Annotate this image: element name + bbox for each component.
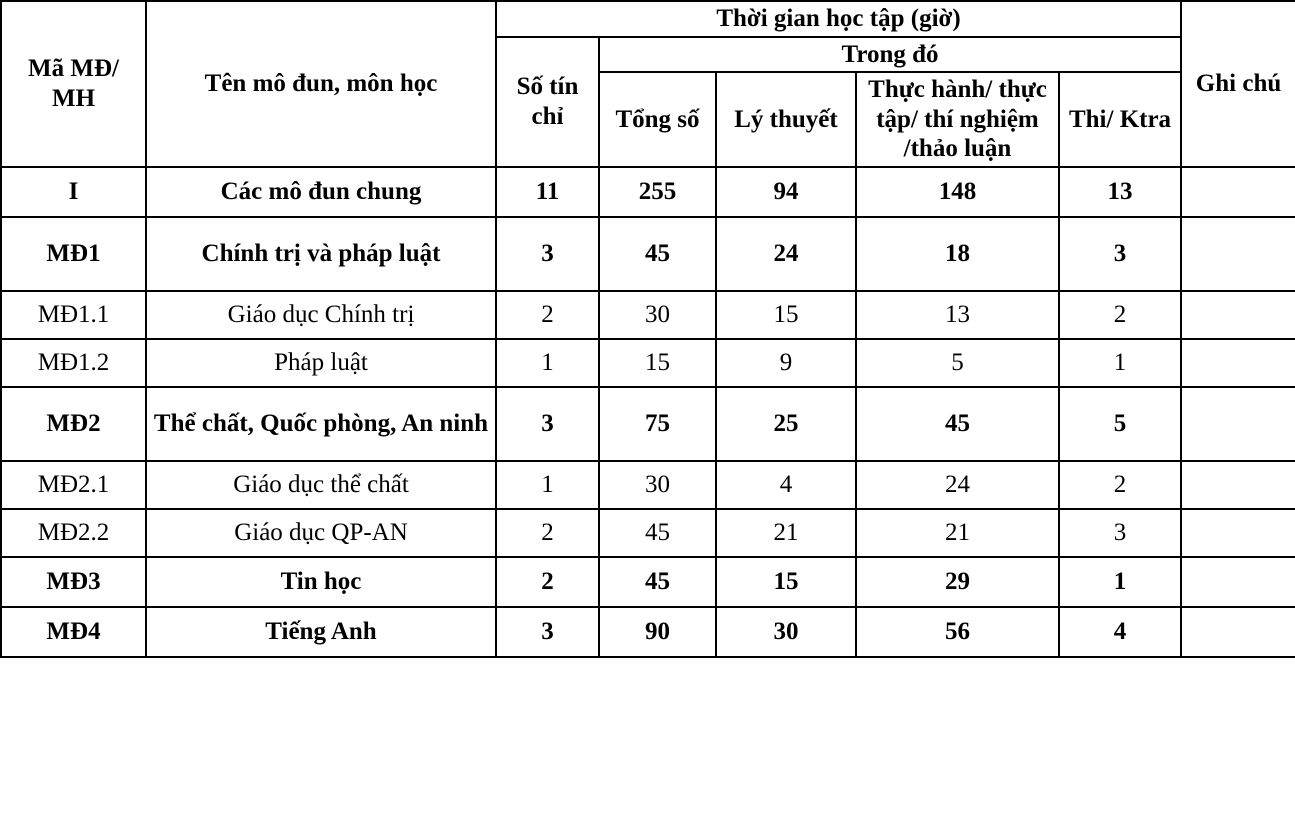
row-name: Giáo dục QP-AN [146,509,496,557]
row-total: 90 [599,607,716,657]
table-header [1,1,1295,167]
row-total: 45 [599,217,716,291]
row-name: Pháp luật [146,339,496,387]
row-name: Các mô đun chung [146,167,496,217]
row-total: 75 [599,387,716,461]
row-name: Thể chất, Quốc phòng, An ninh [146,387,496,461]
row-practice: 13 [856,291,1059,339]
row-code: MĐ4 [1,607,146,657]
row-total: 45 [599,509,716,557]
table-row [1,291,1295,339]
row-exam: 3 [1059,509,1181,557]
row-code: MĐ1 [1,217,146,291]
row-practice: 45 [856,387,1059,461]
row-theory: 4 [716,461,856,509]
header-cell-note: Ghi chú [1181,1,1295,167]
row-theory: 94 [716,167,856,217]
table-row [1,387,1295,461]
row-note [1181,461,1295,509]
row-note [1181,291,1295,339]
row-practice: 148 [856,167,1059,217]
header-cell-practice: Thực hành/ thực tập/ thí nghiệm /thảo luận [856,72,1059,167]
row-name: Tiếng Anh [146,607,496,657]
row-practice: 29 [856,557,1059,607]
row-total: 45 [599,557,716,607]
row-code: MĐ1.1 [1,291,146,339]
row-theory: 24 [716,217,856,291]
row-note [1181,607,1295,657]
row-exam: 3 [1059,217,1181,291]
row-credits: 3 [496,387,599,461]
row-practice: 24 [856,461,1059,509]
row-note [1181,167,1295,217]
row-note [1181,509,1295,557]
header-cell-theory: Lý thuyết [716,72,856,167]
row-total: 15 [599,339,716,387]
row-credits: 2 [496,557,599,607]
row-note [1181,387,1295,461]
row-credits: 3 [496,217,599,291]
row-code: MĐ3 [1,557,146,607]
row-credits: 11 [496,167,599,217]
table-row [1,339,1295,387]
row-exam: 5 [1059,387,1181,461]
row-credits: 2 [496,509,599,557]
table-row [1,557,1295,607]
row-total: 255 [599,167,716,217]
row-theory: 21 [716,509,856,557]
table-body [1,167,1295,657]
row-code: MĐ2 [1,387,146,461]
row-theory: 9 [716,339,856,387]
row-practice: 18 [856,217,1059,291]
row-practice: 21 [856,509,1059,557]
table-row [1,167,1295,217]
row-theory: 15 [716,557,856,607]
row-name: Chính trị và pháp luật [146,217,496,291]
row-exam: 1 [1059,339,1181,387]
header-cell-name: Tên mô đun, môn học [146,1,496,167]
row-theory: 25 [716,387,856,461]
row-credits: 3 [496,607,599,657]
row-note [1181,557,1295,607]
table-row [1,461,1295,509]
row-theory: 15 [716,291,856,339]
row-exam: 2 [1059,291,1181,339]
row-credits: 2 [496,291,599,339]
table-row [1,509,1295,557]
row-code: MĐ2.1 [1,461,146,509]
row-note [1181,339,1295,387]
row-practice: 5 [856,339,1059,387]
row-total: 30 [599,461,716,509]
row-name: Giáo dục thể chất [146,461,496,509]
header-cell-credits: Số tín chỉ [496,37,599,167]
header-cell-exam: Thi/ Ktra [1059,72,1181,167]
table-row [1,217,1295,291]
row-practice: 56 [856,607,1059,657]
row-code: I [1,167,146,217]
row-credits: 1 [496,339,599,387]
header-cell-total: Tổng số [599,72,716,167]
table-row [1,607,1295,657]
row-name: Giáo dục Chính trị [146,291,496,339]
row-name: Tin học [146,557,496,607]
row-exam: 4 [1059,607,1181,657]
row-total: 30 [599,291,716,339]
row-exam: 2 [1059,461,1181,509]
header-row-1 [1,1,1295,37]
header-cell-code: Mã MĐ/ MH [1,1,146,167]
row-theory: 30 [716,607,856,657]
header-cell-within: Trong đó [599,37,1181,73]
row-code: MĐ2.2 [1,509,146,557]
row-code: MĐ1.2 [1,339,146,387]
row-exam: 1 [1059,557,1181,607]
row-credits: 1 [496,461,599,509]
row-exam: 13 [1059,167,1181,217]
header-cell-study-time: Thời gian học tập (giờ) [496,1,1181,37]
row-note [1181,217,1295,291]
